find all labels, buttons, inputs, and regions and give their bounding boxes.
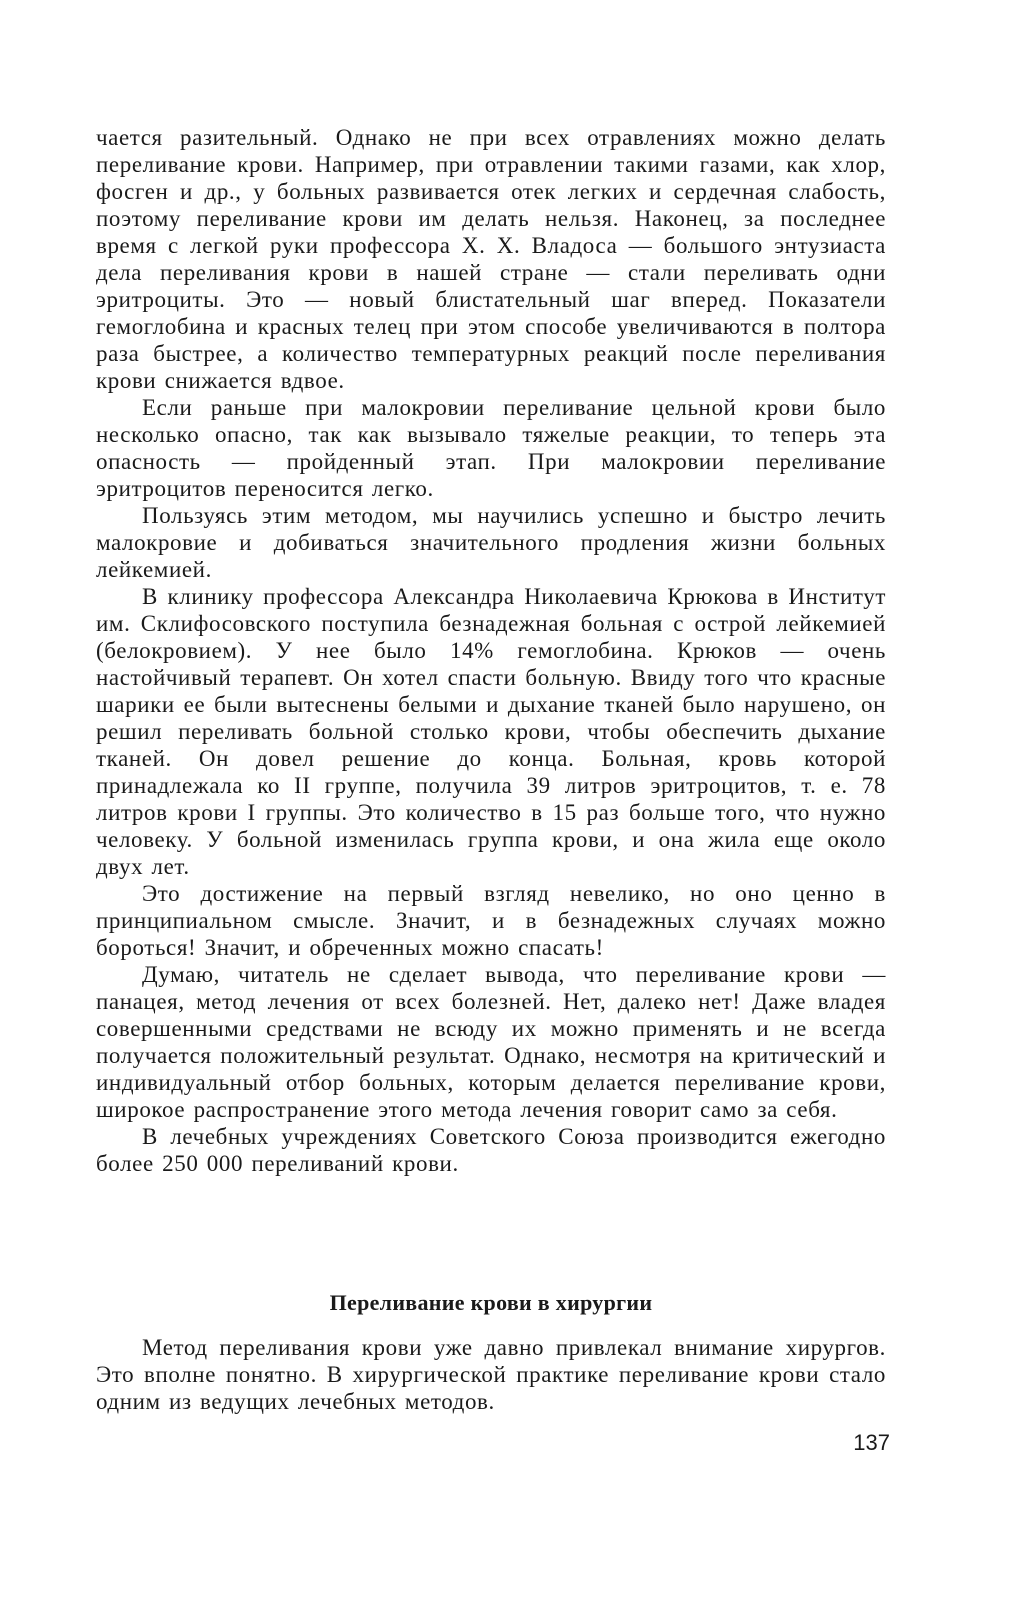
paragraph: В лечебных учреждениях Советского Союза производится ежегодно более 250 000 переливаний крови. (96, 1124, 886, 1176)
paragraph: Это достижение на первый взгляд невелико, но оно ценно в принципиальном смысле. Значит, и в безнадежных случаях можно бороться! Значит, и обреченных можно спасать! (96, 881, 886, 960)
section-body (96, 1334, 886, 1415)
paragraph: Думаю, читатель не сделает вывода, что переливание крови — панацея, метод лечения от всех болезней. Нет, далеко нет! Даже владея совершенными средствами не всюду их можно применять и не всегда получается положительный результат. Однако, несмотря на критический и индивидуальный отбор больных, которым делается переливание крови, широкое распространение этого метода лечения говорит само за себя. (96, 962, 886, 1122)
section-heading: Переливание крови в хирургии (329, 1290, 653, 1315)
paragraph-continued: чается разительный. Однако не при всех отравлениях можно делать переливание крови. Например, при отравлении такими газами, как хлор, фосген и др., у больных развивается отек легких и сердечная слабость, поэтому переливание крови им делать нельзя. Наконец, за последнее время с легкой руки профессора X. X. Владоса — большого энтузиаста дела переливания крови в нашей стране — стали переливать одни эритроциты. Это — новый блистательный шаг вперед. Показатели гемоглобина и красных телец при этом способе увеличиваются в полтора раза быстрее, а количество температурных реакций после переливания крови снижается вдвое. (96, 125, 886, 393)
page-number: 137 (853, 1430, 890, 1455)
paragraph: В клинику профессора Александра Николаевича Крюкова в Институт им. Склифосовского поступила безнадежная больная с острой лейкемией (белокровием). У нее было 14% гемоглобина. Крюков — очень настойчивый терапевт. Он хотел спасти больную. Ввиду того что красные шарики ее были вытеснены белыми и дыхание тканей было нарушено, он решил переливать больной столько крови, чтобы обеспечить дыхание тканей. Он довел решение до конца. Больная, кровь которой принадлежала ко II группе, получила 39 литров эритроцитов, т. е. 78 литров крови I группы. Это количество в 15 раз больше того, что нужно человеку. У больной изменилась группа крови, и она жила еще около двух лет. (96, 584, 886, 879)
body-text (96, 124, 886, 1177)
paragraph: Пользуясь этим методом, мы научились успешно и быстро лечить малокровие и добиваться значительного продления жизни больных лейкемией. (96, 503, 886, 582)
paragraph: Если раньше при малокровии переливание цельной крови было несколько опасно, так как вызывало тяжелые реакции, то теперь эта опасность — пройденный этап. При малокровии переливание эритроцитов переносится легко. (96, 395, 886, 501)
paragraph: Метод переливания крови уже давно привлекал внимание хирургов. Это вполне понятно. В хирургической практике переливание крови стало одним из ведущих лечебных методов. (96, 1335, 886, 1414)
